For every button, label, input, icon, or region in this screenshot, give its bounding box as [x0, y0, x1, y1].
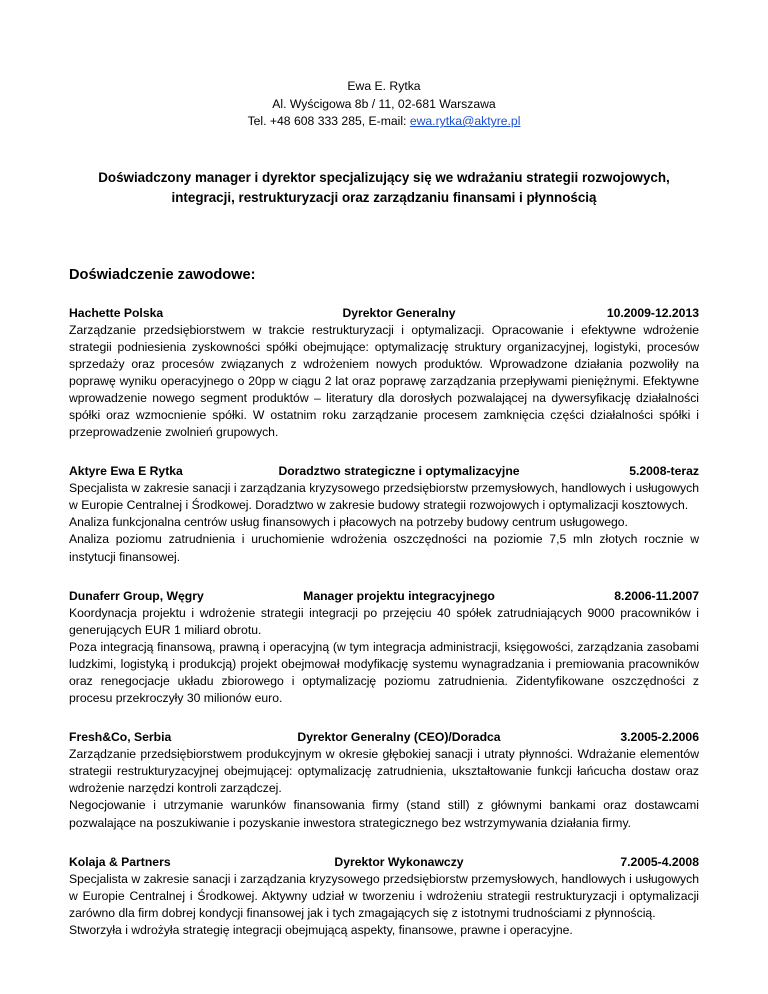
section-title-experience: Doświadczenie zawodowe: [69, 266, 256, 283]
job-role: Dyrektor Generalny [342, 305, 456, 320]
job-paragraph: Koordynacja projektu i wdrożenie strategii integracji po przejęciu 40 spółek zatrudniających 9000 pracowników i generujących EUR 1 miliard obrotu. [69, 605, 699, 637]
job-role: Doradztwo strategiczne i optymalizacyjne [278, 464, 520, 479]
job-dates: 10.2009-12.2013 [606, 305, 699, 320]
job-header [69, 588, 699, 605]
job-company: Kolaja & Partners [69, 854, 171, 869]
job-company: Aktyre Ewa E Rytka [69, 464, 183, 479]
email-link[interactable]: ewa.rytka@aktyre.pl [409, 114, 521, 128]
job-dates: 7.2005-4.2008 [620, 854, 699, 869]
job-paragraph: Stworzyła i wdrożyła strategię integracji obejmującą aspekty, finansowe, prawne i operacyjne. [69, 922, 573, 937]
job-description [69, 605, 699, 708]
job-company: Hachette Polska [69, 305, 164, 320]
job-paragraph: Zarządzanie przedsiębiorstwem produkcyjnym w okresie głębokiej sanacji i utraty płynności. Wdrażanie elementów strategii restrukturyzacyjnej obejmującej: optymalizację zatrudnienia, ukształtowanie funkcji łańcucha dostaw oraz wdrożenie narzędzi kontroli zarządczej. [69, 747, 699, 796]
cv-page [69, 0, 699, 939]
job-dates: 5.2008-teraz [629, 464, 699, 479]
job-description [69, 746, 699, 831]
job-description [69, 322, 699, 442]
profile-headline: Doświadczony manager i dyrektor specjalizujący się we wdrażaniu strategii rozwojowych, integracji, restrukturyzacji oraz zarządzaniu finansami i płynnością [98, 169, 670, 205]
job-company: Dunaferr Group, Węgry [69, 588, 204, 603]
job-dates: 3.2005-2.2006 [620, 730, 699, 745]
contact-name: Ewa E. Rytka [347, 79, 421, 93]
job-paragraph: Poza integracją finansową, prawną i operacyjną (w tym integracja administracji, księgowości, zarządzania zasobami ludzkimi, logistyką i produkcją) projekt obejmował modyfikację systemu wynagradzania i premiowania pracowników oraz renegocjacje układu zbiorowego i optymalizację poziomu zatrudnienia. Zidentyfikowane oszczędności z procesu przekroczyły 30 milionów euro. [69, 639, 699, 706]
experience-list [69, 305, 699, 940]
contact-block [69, 78, 699, 131]
job-entry [69, 729, 699, 831]
job-company: Fresh&Co, Serbia [69, 730, 172, 745]
job-entry [69, 463, 699, 565]
job-entry [69, 588, 699, 708]
job-paragraph: Negocjowanie i utrzymanie warunków finansowania firmy (stand still) z głównymi bankami oraz dostawcami pozwalające na poszukiwanie i pozyskanie inwestora strategicznego bez wstrzymywania działania firmy. [69, 798, 699, 830]
job-description [69, 480, 699, 565]
job-role: Manager projektu integracyjnego [303, 588, 495, 603]
contact-address: Al. Wyścigowa 8b / 11, 02-681 Warszawa [272, 96, 496, 111]
job-paragraph: Analiza funkcjonalna centrów usług finansowych i płacowych na potrzeby budowy centrum usługowego. [69, 515, 628, 530]
job-role: Dyrektor Wykonawczy [334, 854, 464, 869]
job-header [69, 729, 699, 746]
job-entry [69, 305, 699, 442]
job-dates: 8.2006-11.2007 [614, 588, 699, 603]
job-role: Dyrektor Generalny (CEO)/Doradca [297, 730, 501, 745]
job-header [69, 854, 699, 871]
job-entry [69, 854, 699, 939]
job-header [69, 463, 699, 480]
contact-phone-email [69, 113, 699, 131]
job-paragraph: Analiza poziomu zatrudnienia i uruchomienie wdrożenia oszczędności na poziomie 7,5 mln złotych rocznie w instytucji finansowej. [69, 532, 699, 564]
job-paragraph: Specjalista w zakresie sanacji i zarządzania kryzysowego przedsiębiorstw przemysłowych, handlowych i usługowych w Europie Centralnej i Środkowej. Aktywny udział w tworzeniu i wdrożeniu strategii restrukturyzacji i optymalizacji zarówno dla firm dobrej kondycji finansowej jak i tych zmagających się z istotnymi trudnościami z płynnością. [69, 871, 699, 920]
job-description [69, 871, 699, 939]
contact-phone: Tel. +48 608 333 285, E-mail: [247, 114, 410, 128]
job-paragraph: Specjalista w zakresie sanacji i zarządzania kryzysowego przedsiębiorstw przemysłowych, handlowych i usługowych w Europie Centralnej i Środkowej. Doradztwo w zakresie budowy strategii rozwojowych i optymalizacji kosztowych. [69, 481, 699, 513]
job-paragraph: Zarządzanie przedsiębiorstwem w trakcie restrukturyzacji i optymalizacji. Opracowanie i efektywne wdrożenie strategii podniesienia zyskowności spółki obejmujące: optymalizację struktury organizacyjnej, logistyki, procesów sprzedaży oraz procesów związanych z wdrożeniem nowych produktów. Wprowadzone działania pozwoliły na poprawę wyniku operacyjnego o 20pp w ciągu 2 lat oraz poprawę zarządzania przepływami pieniężnymi. Efektywne wprowadzenie nowego segment produktów – literatury dla dorosłych pozwalającej na dywersyfikację działalności spółki oraz wzmocnienie spółki. W ostatnim roku zarządzanie procesem zamknięcia części działalności spółki i przeprowadzenie zwolnień grupowych. [69, 322, 699, 440]
job-header [69, 305, 699, 322]
